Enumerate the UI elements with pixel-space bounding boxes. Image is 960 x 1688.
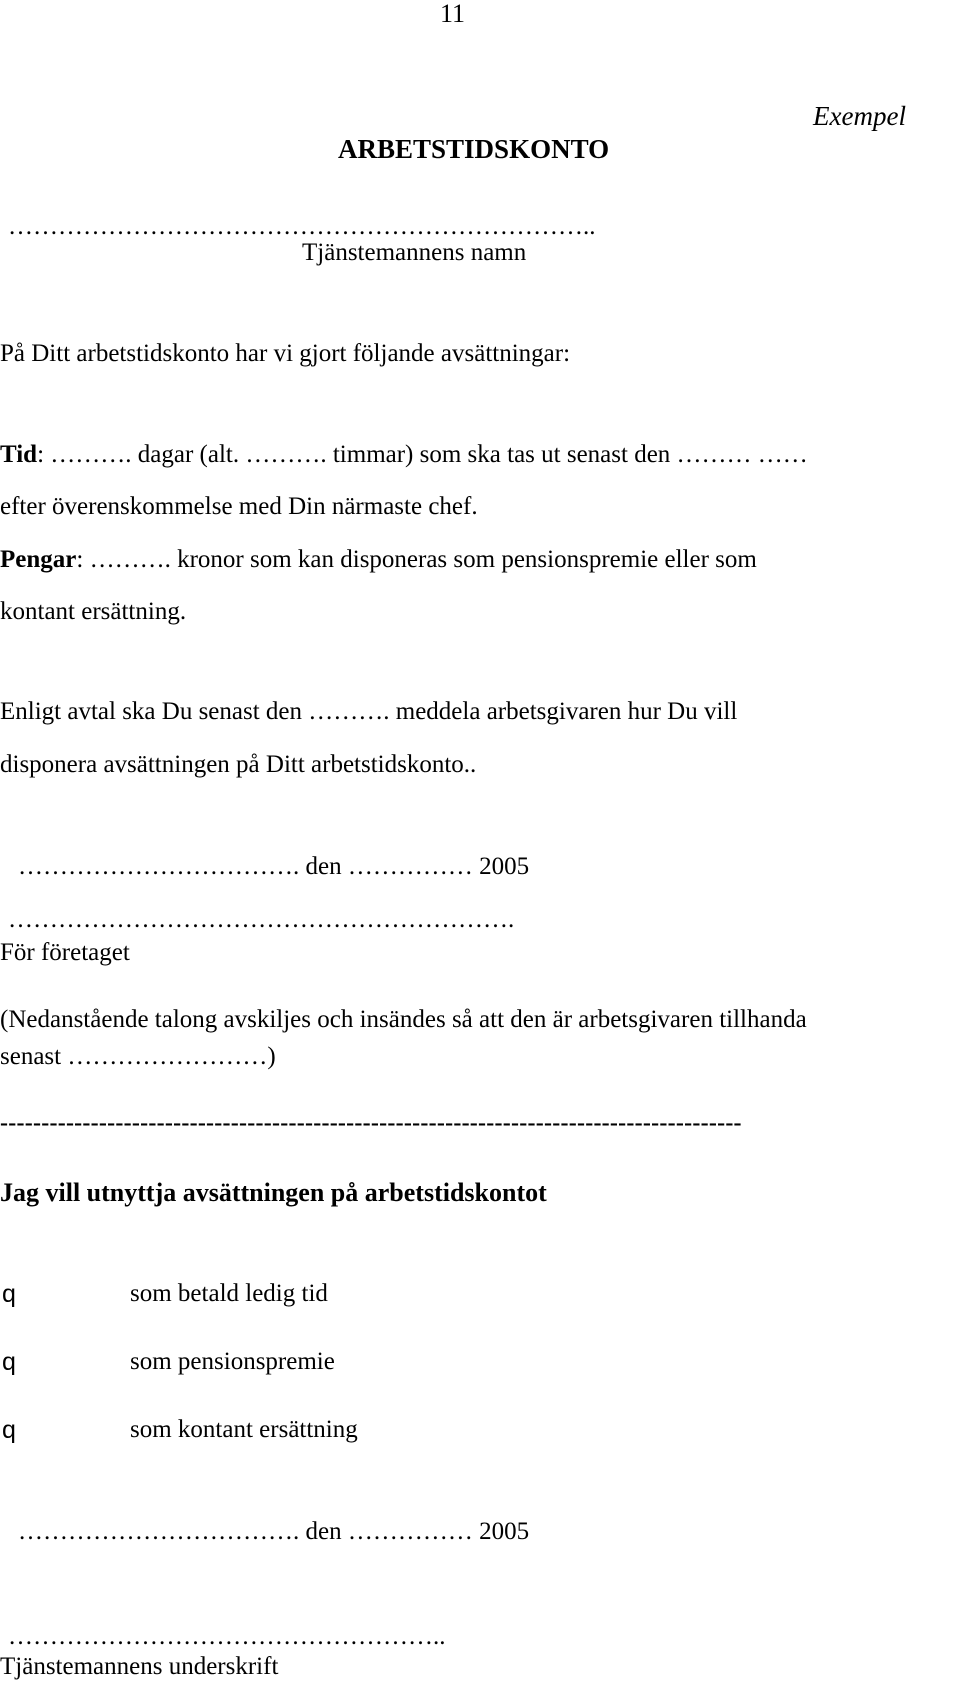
- note-line-2: senast ……………………): [0, 1043, 276, 1070]
- tid-rest: : ………. dagar (alt. ………. timmar) som ska tas ut senast den ……… ……: [37, 441, 808, 468]
- tid-label: Tid: [0, 441, 38, 468]
- document-title: ARBETSTIDSKONTO: [338, 134, 610, 164]
- company-caption: För företaget: [0, 939, 130, 966]
- note-line-1: (Nedanstående talong avskiljes och insändes så att den är arbetsgivaren tillhanda: [0, 1006, 807, 1033]
- checkbox[interactable]: q: [2, 1280, 16, 1308]
- checkbox[interactable]: q: [2, 1348, 16, 1376]
- example-label: Exempel: [813, 101, 906, 131]
- employee-caption: Tjänstemannens underskrift: [0, 1653, 279, 1680]
- avtal-line-2: disponera avsättningen på Ditt arbetstidskonto..: [0, 751, 477, 778]
- name-dotted-line: ……………………………………………………………..: [8, 213, 596, 240]
- tid-line-2: efter överenskommelse med Din närmaste chef.: [0, 493, 478, 520]
- employee-dotted-line: ……………………………………………..: [8, 1623, 446, 1650]
- option-row[interactable]: [0, 1279, 600, 1311]
- pengar-label: Pengar: [0, 546, 77, 573]
- date-line-1: ……………………………. den …………… 2005: [18, 853, 530, 880]
- pengar-line-1: [0, 545, 757, 575]
- option-label: som pensionspremie: [130, 1348, 335, 1375]
- page-number: 11: [440, 0, 466, 28]
- option-row[interactable]: [0, 1347, 600, 1379]
- date-line-2: ……………………………. den …………… 2005: [18, 1518, 530, 1545]
- avtal-line-1: Enligt avtal ska Du senast den ………. meddela arbetsgivaren hur Du vill: [0, 698, 738, 725]
- cut-line: ------------------------------------------------------------------------------------------: [0, 1110, 742, 1136]
- talong-heading: Jag vill utnyttja avsättningen på arbetstidskontot: [0, 1178, 547, 1207]
- option-label: som kontant ersättning: [130, 1416, 358, 1443]
- pengar-line-2: kontant ersättning.: [0, 598, 187, 625]
- option-label: som betald ledig tid: [130, 1280, 328, 1307]
- intro-text: På Ditt arbetstidskonto har vi gjort följande avsättningar:: [0, 340, 571, 367]
- company-dotted-line: …………………………………………………….: [8, 906, 515, 933]
- checkbox[interactable]: q: [2, 1416, 16, 1444]
- name-caption: Tjänstemannens namn: [302, 239, 527, 266]
- pengar-rest: : ………. kronor som kan disponeras som pensionspremie eller som: [76, 546, 757, 573]
- option-row[interactable]: [0, 1415, 600, 1447]
- tid-line-1: [0, 440, 808, 470]
